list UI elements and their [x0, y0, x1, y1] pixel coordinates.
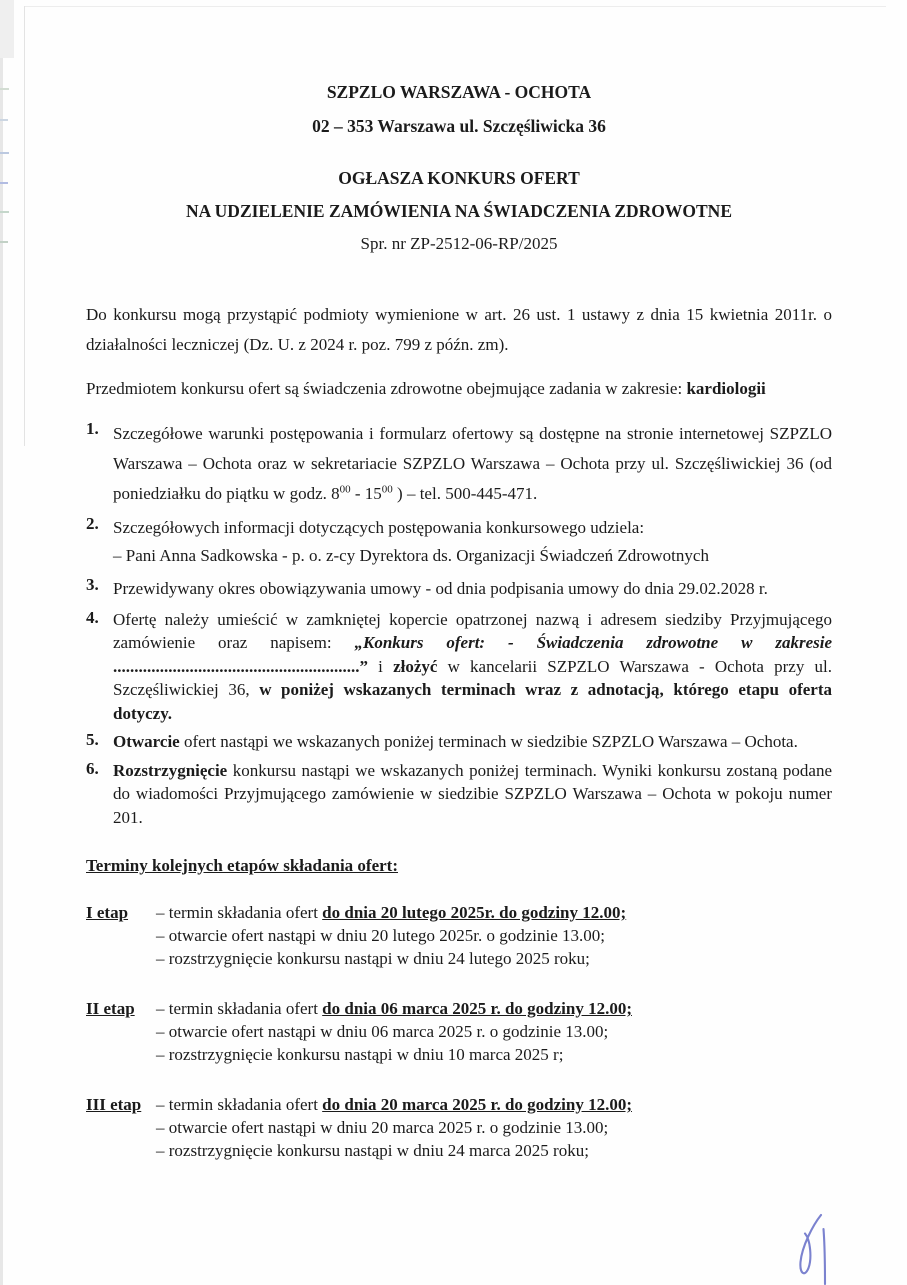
- item5-text: ofert nastąpi we wskazanych poniżej terminach w siedzibie SZPZLO Warszawa – Ochota.: [179, 732, 798, 751]
- item4-dotted-blank: ..........................................................”: [113, 656, 368, 676]
- scan-edge-shadow: [0, 0, 3, 1285]
- item1-text: ) – tel. 500-445-471.: [392, 483, 538, 503]
- stage-1-deadline: [156, 901, 832, 924]
- scan-tick-mark: [0, 211, 9, 213]
- scan-tick-mark: [0, 152, 9, 154]
- list-item-3-text: Przewidywany okres obowiązywania umowy - od dnia podpisania umowy do dnia 29.02.2028 r.: [113, 578, 768, 598]
- title-line-1: OGŁASZA KONKURS OFERT: [338, 168, 580, 188]
- stage-1-deadline-date: do dnia 20 lutego 2025r. do godziny 12.00;: [322, 903, 627, 922]
- stage-3-opening: – otwarcie ofert nastąpi w dniu 20 marca 2025 r. o godzinie 13.00;: [156, 1118, 609, 1137]
- list-item-4: [86, 608, 832, 726]
- case-number: Spr. nr ZP-2512-06-RP/2025: [360, 234, 558, 253]
- stage-2-deadline: [156, 997, 832, 1020]
- list-item-6-number: 6.: [86, 758, 99, 778]
- list-item-4-number: 4.: [86, 607, 99, 627]
- list-item-2-number: 2.: [86, 513, 99, 533]
- item4-text: Ofertę należy umieścić w zamkniętej kopercie opatrzonej nazwą i adresem siedziby Przyjmującego zamówienie oraz napisem:: [113, 609, 832, 652]
- document-body: [86, 300, 832, 1162]
- list-item-3: [86, 575, 832, 603]
- list-item-4-text: [113, 608, 832, 726]
- stage-1-label: I etap: [86, 903, 129, 922]
- stage-1-opening: – otwarcie ofert nastąpi w dniu 20 lutego 2025r. o godzinie 13.00;: [156, 926, 605, 945]
- item4-bold-submit: złożyć: [393, 656, 438, 676]
- org-name: SZPZLO WARSZAWA - OCHOTA: [326, 82, 592, 102]
- list-item-1: [86, 419, 832, 509]
- scan-corner-artifact: [0, 0, 14, 58]
- stage-3-label: III etap: [86, 1095, 142, 1114]
- stage-3-deadline-date: do dnia 20 marca 2025 r. do godziny 12.00;: [322, 1095, 632, 1114]
- stage-3: [86, 1093, 832, 1162]
- list-item-5: [86, 730, 832, 754]
- list-item-5-text: [113, 730, 832, 754]
- item2-contact-person: – Pani Anna Sadkowska - p. o. z-cy Dyrektora ds. Organizacji Świadczeń Zdrowotnych: [113, 545, 709, 565]
- document-content: [86, 82, 832, 1162]
- scan-tick-mark: [0, 241, 8, 243]
- stage-1-deadline-prefix: – termin składania ofert: [156, 903, 323, 922]
- stage-3-deadline-prefix: – termin składania ofert: [156, 1095, 323, 1114]
- stage-2: [86, 997, 832, 1066]
- stage-2-label: II etap: [86, 999, 135, 1018]
- stage-1-resolution: – rozstrzygnięcie konkursu nastąpi w dniu 24 lutego 2025 roku;: [156, 949, 590, 968]
- scan-left-edge-line: [24, 6, 25, 446]
- item4-bold-deadline-note: w poniżej wskazanych terminach wraz z adnotacją, którego etapu oferta dotyczy.: [113, 680, 832, 723]
- scan-top-edge-line: [24, 6, 886, 7]
- item4-text: i: [368, 656, 394, 676]
- scan-tick-mark: [0, 182, 8, 184]
- item1-text: - 15: [350, 483, 382, 503]
- stage-2-deadline-prefix: – termin składania ofert: [156, 999, 323, 1018]
- item6-text: konkursu nastąpi we wskazanych poniżej terminach. Wyniki konkursu zostaną podane do wiadomości Przyjmującego zamówienie w siedzibie SZPZLO Warszawa – Ochota w pokoju numer 201.: [113, 760, 832, 827]
- stage-2-lines: [156, 997, 832, 1066]
- stage-3-resolution: – rozstrzygnięcie konkursu nastąpi w dniu 24 marca 2025 roku;: [156, 1141, 589, 1160]
- list-item-6: [86, 759, 832, 830]
- stage-1-lines: [156, 901, 832, 970]
- list-item-2-text: [113, 514, 832, 570]
- stage-3-deadline: [156, 1093, 832, 1116]
- document-header: [86, 82, 832, 254]
- handwritten-signature: [786, 1212, 840, 1285]
- subject-specialty: kardiologii: [686, 379, 766, 398]
- item1-text: Szczegółowe warunki postępowania i formularz ofertowy są dostępne na stronie internetowej SZPZLO Warszawa – Ochota oraz w sekretariacie SZPZLO Warszawa – Ochota przy ul. Szczęśliwickiej 36 (od poniedziałku do piątku w godz. 8: [113, 423, 832, 503]
- list-item-3-number: 3.: [86, 574, 99, 594]
- list-item-6-text: [113, 759, 832, 830]
- subject-paragraph-text: Przedmiotem konkursu ofert są świadczenia zdrowotne obejmujące zadania w zakresie:: [86, 379, 687, 398]
- item1-hours-open-sup: 00: [339, 482, 351, 495]
- item4-text: w kancelarii SZPZLO Warszawa - Ochota przy ul. Szczęśliwickiej 36,: [113, 656, 832, 699]
- intro-paragraph: [86, 300, 832, 359]
- list-item-1-text: [113, 419, 832, 509]
- stage-2-opening: – otwarcie ofert nastąpi w dniu 06 marca 2025 r. o godzinie 13.00;: [156, 1022, 609, 1041]
- stages-heading: Terminy kolejnych etapów składania ofert:: [86, 856, 398, 875]
- stage-2-resolution: – rozstrzygnięcie konkursu nastąpi w dniu 10 marca 2025 r;: [156, 1045, 564, 1064]
- org-address: 02 – 353 Warszawa ul. Szczęśliwicka 36: [312, 116, 606, 136]
- item2-text: Szczegółowych informacji dotyczących postępowania konkursowego udziela:: [113, 517, 645, 537]
- stage-3-lines: [156, 1093, 832, 1162]
- title-line-2: NA UDZIELENIE ZAMÓWIENIA NA ŚWIADCZENIA ZDROWOTNE: [185, 201, 732, 221]
- scan-tick-mark: [0, 119, 8, 121]
- intro-paragraph-text: Do konkursu mogą przystąpić podmioty wymienione w art. 26 ust. 1 ustawy z dnia 15 kwietnia 2011r. o działalności leczniczej (Dz. U. z 2024 r. poz. 799 z późn. zm).: [86, 305, 832, 354]
- item5-bold-opening: Otwarcie: [113, 732, 180, 751]
- stage-2-deadline-date: do dnia 06 marca 2025 r. do godziny 12.00;: [322, 999, 632, 1018]
- scan-tick-mark: [0, 88, 9, 90]
- item1-hours-close-sup: 00: [381, 482, 393, 495]
- list-item-5-number: 5.: [86, 730, 99, 749]
- stage-1: [86, 901, 832, 970]
- subject-paragraph: [86, 374, 832, 404]
- list-item-2: [86, 514, 832, 570]
- item4-envelope-label: „Konkurs ofert: - Świadczenia zdrowotne w zakresie: [354, 633, 832, 652]
- item6-bold-resolution: Rozstrzygnięcie: [113, 760, 228, 780]
- list-item-1-number: 1.: [86, 418, 99, 438]
